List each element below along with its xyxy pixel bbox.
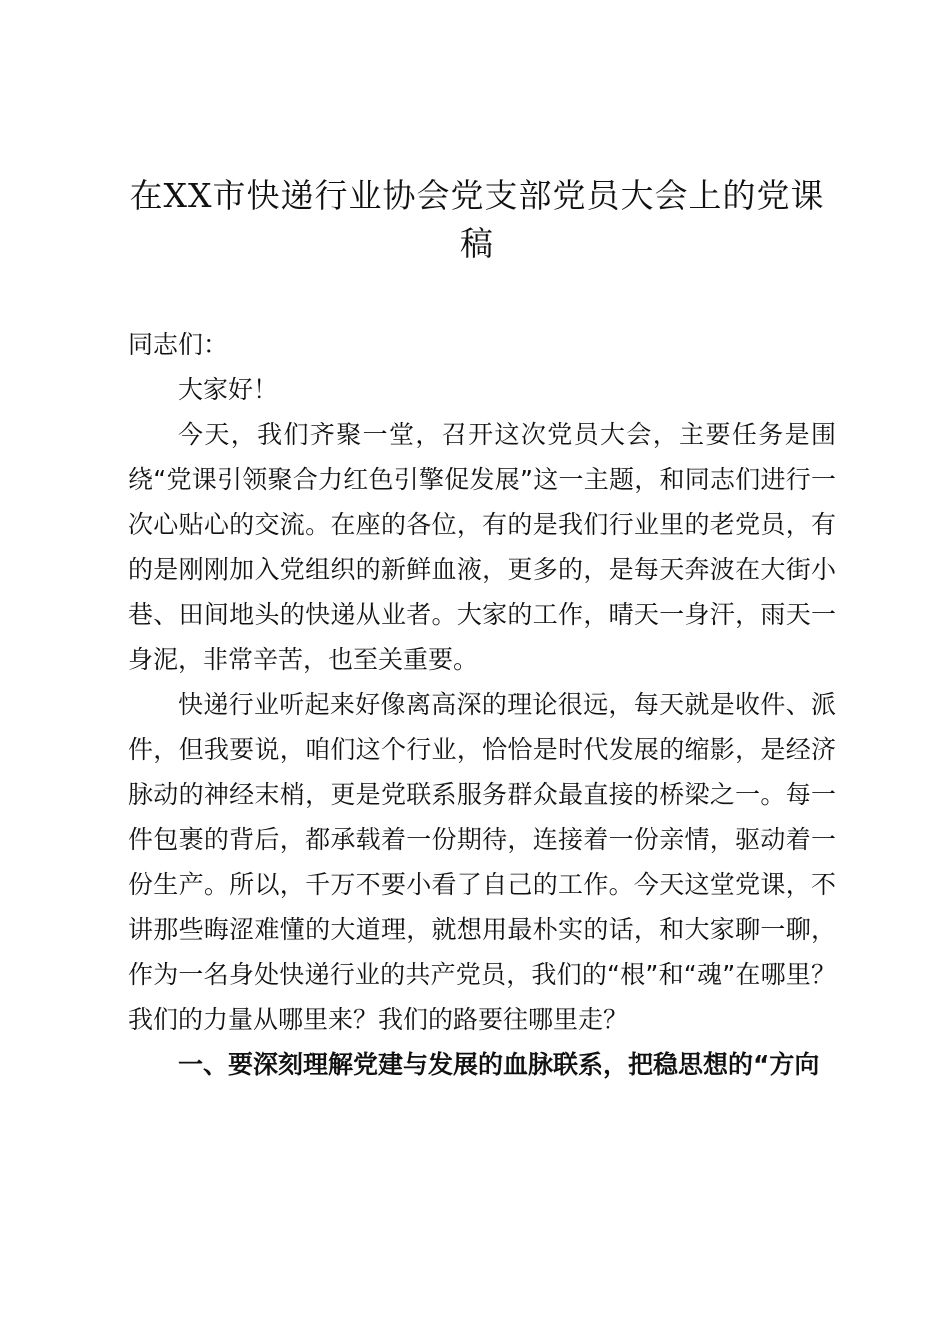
document-body	[128, 322, 836, 1087]
salutation: 同志们：	[128, 330, 229, 359]
document-title: 在XX市快递行业协会党支部党员大会上的党课稿	[129, 176, 825, 263]
body-paragraph-2: 快递行业听起来好像离高深的理论很远，每天就是收件、派件，但我要说，咱们这个行业，恰恰是时代发展的缩影，是经济脉动的神经末梢，更是党联系服务群众最直接的桥梁之一。每一件包裹的背后，都承载着一份期待，连接着一份亲情，驱动着一份生产。所以，千万不要小看了自己的工作。今天这堂党课，不讲那些晦涩难懂的大道理，就想用最朴实的话，和大家聊一聊，作为一名身处快递行业的共产党员，我们的“根”和“魂”在哪里？我们的力量从哪里来？我们的路要往哪里走？	[128, 690, 836, 1034]
section-heading-1: 一、要深刻理解党建与发展的血脉联系，把稳思想的“方向	[178, 1050, 820, 1079]
body-paragraph-1: 今天，我们齐聚一堂，召开这次党员大会，主要任务是围绕“党课引领聚合力红色引擎促发展”这一主题，和同志们进行一次心贴心的交流。在座的各位，有的是我们行业里的老党员，有的是刚刚加入党组织的新鲜血液，更多的，是每天奔波在大街小巷、田间地头的快递从业者。大家的工作，晴天一身汗，雨天一身泥，非常辛苦，也至关重要。	[128, 420, 836, 674]
greeting: 大家好！	[178, 375, 279, 404]
